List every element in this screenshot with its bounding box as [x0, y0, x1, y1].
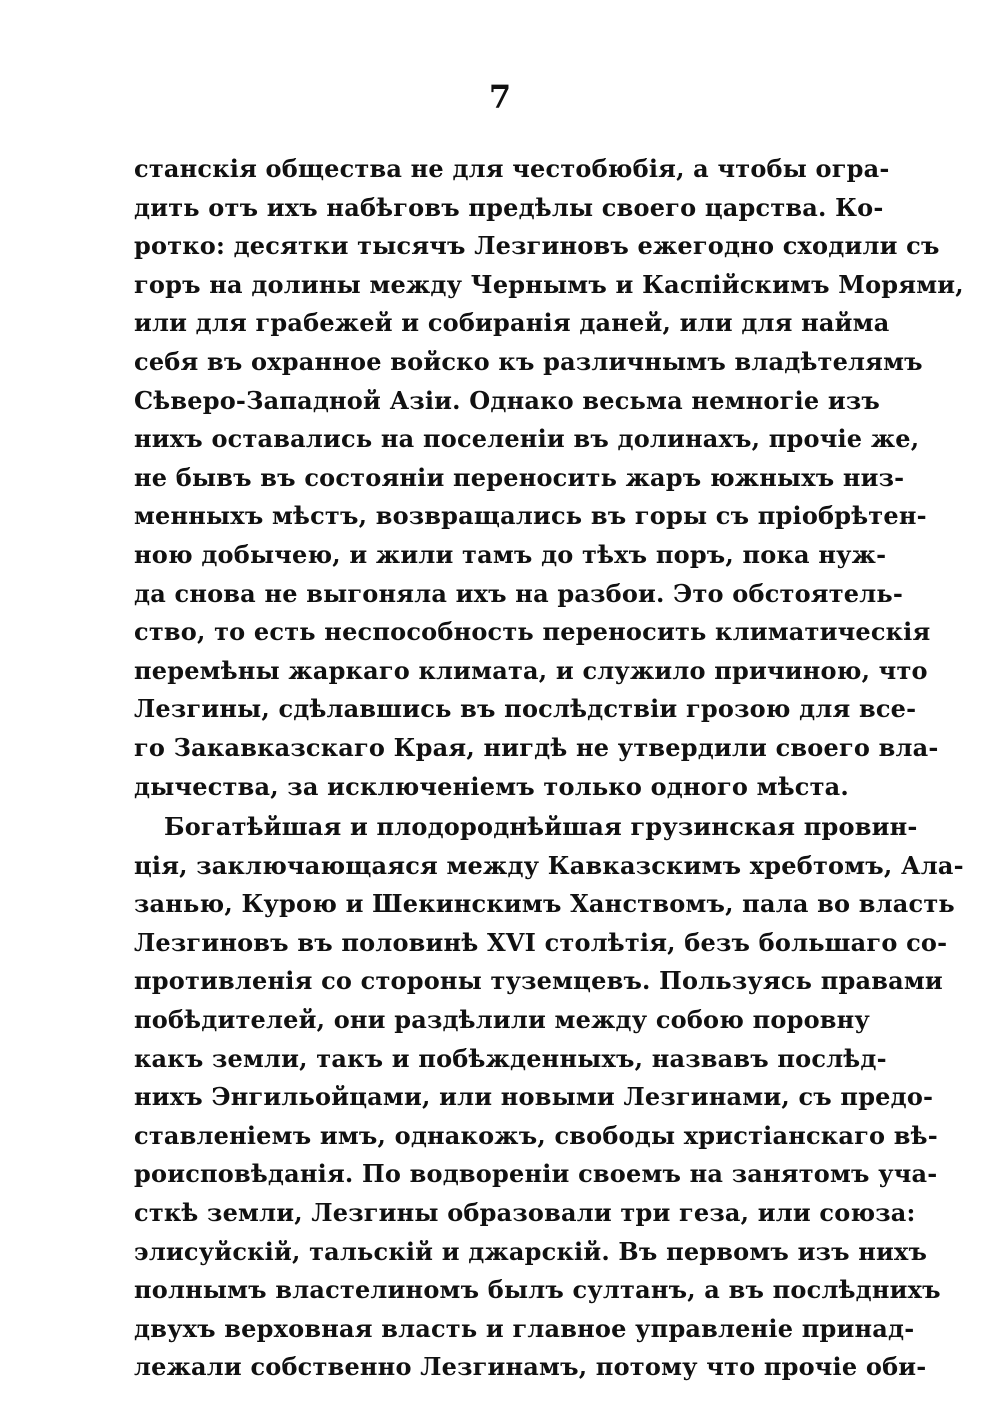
text-line: не бывъ въ состояніи переносить жаръ южныхъ низ-: [134, 462, 905, 492]
text-line: сткѣ земли, Лезгины образовали три геза, или союза:: [134, 1198, 916, 1228]
text-line: Богатѣйшая и плодороднѣйшая грузинская провин-: [164, 812, 918, 842]
paragraph: [134, 808, 964, 1387]
text-line: ротко: десятки тысячъ Лезгиновъ ежегодно сходили съ: [134, 231, 940, 261]
text-line: или для грабежей и собиранія даней, или для найма: [134, 308, 890, 338]
text-line: менныхъ мѣстъ, возвращались въ горы съ пріобрѣтен-: [134, 501, 927, 531]
text-line: горъ на долины между Чернымъ и Каспійскимъ Морями,: [134, 269, 964, 299]
text-line: нихъ оставались на поселеніи въ долинахъ, прочіе же,: [134, 424, 920, 454]
text-line: какъ земли, такъ и побѣжденныхъ, назвавъ послѣд-: [134, 1043, 887, 1073]
text-line: ція, заключающаяся между Кавказскимъ хребтомъ, Ала-: [134, 850, 964, 880]
body-text: [134, 150, 964, 1387]
text-line: станскія общества не для честобюбія, а чтобы огра-: [134, 154, 890, 183]
text-line: полнымъ властелиномъ былъ султанъ, а въ послѣднихъ: [134, 1275, 941, 1305]
text-line: дычества, за исключеніемъ только одного мѣста.: [134, 771, 849, 801]
text-line: двухъ верховная власть и главное управленіе принад-: [134, 1313, 915, 1343]
text-line: дить отъ ихъ набѣговъ предѣлы своего царства. Ко-: [134, 192, 884, 222]
text-line: Лезгины, сдѣлавшись въ послѣдствіи грозою для все-: [134, 694, 917, 724]
text-line: побѣдителей, они раздѣлили между собою поровну: [134, 1005, 870, 1035]
text-line: ство, то есть неспособность переносить климатическія: [134, 617, 931, 647]
text-line: роисповѣданія. По водвореніи своемъ на занятомъ уча-: [134, 1159, 938, 1189]
paragraph: [134, 150, 964, 806]
text-line: перемѣны жаркаго климата, и служило причиною, что: [134, 655, 928, 685]
text-line: го Закавказскаго Края, нигдѣ не утвердили своего вла-: [134, 732, 939, 762]
text-line: да снова не выгоняла ихъ на разбои. Это обстоятель-: [134, 578, 904, 608]
text-line: лежали собственно Лезгинамъ, потому что прочіе оби-: [134, 1352, 927, 1382]
text-line: ставленіемъ имъ, однакожъ, свободы христіанскаго вѣ-: [134, 1120, 938, 1150]
text-line: ною добычею, и жили тамъ до тѣхъ поръ, пока нуж-: [134, 539, 887, 569]
text-line: Лезгиновъ въ половинѣ XVI столѣтія, безъ большаго со-: [134, 927, 948, 957]
text-line: себя въ охранное войско къ различнымъ владѣтелямъ: [134, 346, 923, 376]
page-number: 7: [488, 78, 512, 116]
text-line: занью, Курою и Шекинскимъ Ханствомъ, пала во власть: [134, 889, 955, 919]
text-line: противленія со стороны туземцевъ. Пользуясь правами: [134, 966, 943, 996]
text-line: Сѣверо-Западной Азіи. Однако весьма немногіе изъ: [134, 385, 881, 415]
text-line: нихъ Энгильойцами, или новыми Лезгинами, съ предо-: [134, 1082, 934, 1112]
text-line: элисуйскій, тальскій и джарскій. Въ первомъ изъ нихъ: [134, 1236, 928, 1266]
